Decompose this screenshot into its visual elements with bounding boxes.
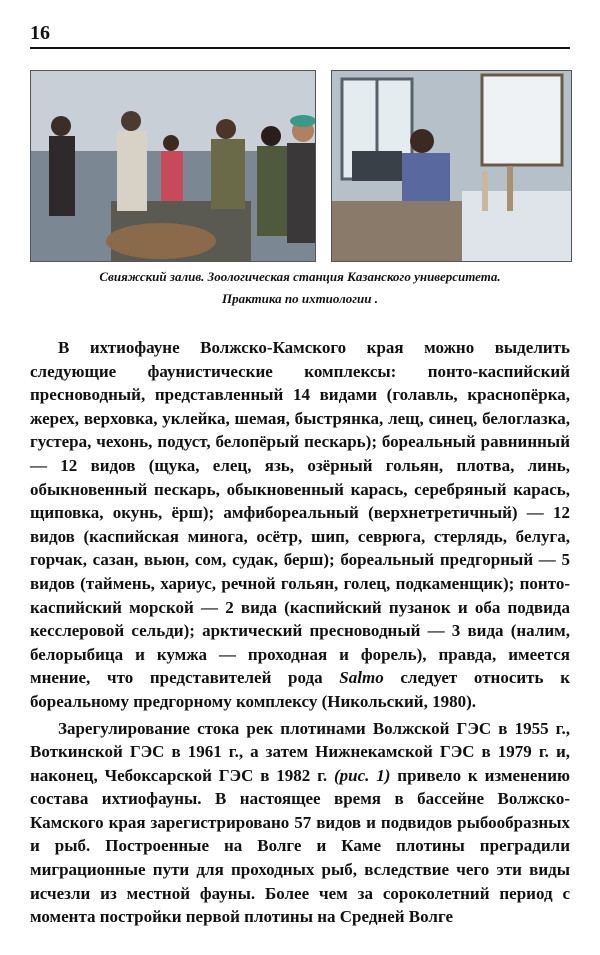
genus-name: Salmo	[339, 668, 384, 688]
figure-photos	[30, 70, 570, 260]
body-text	[30, 336, 570, 929]
page-number: 16	[30, 22, 50, 44]
paragraph-2-end: привело к изменению состава ихтиофауны. В настоящее время в бассейне Волжско-Камского края зарегистрировано 57 видов и подвидов рыбообразных и рыб. Построенные на Волге и Каме плотины преградили миграционные пути для проходных рыб, вследствие чего эти виды исчезли из местной фауны. Более чем за сороколетний период с момента постройки первой плотины на Средней Волге	[30, 765, 571, 927]
paragraph-1-end: следует относить к бореальному предгорному комплексу (Никольский, 1980).	[30, 668, 570, 711]
paragraph-2-text: Зарегулирование стока рек плотинами Волжской ГЭС в 1955 г., Воткинской ГЭС в 1961 г., а затем Нижнекамской ГЭС в 1979 г. и, наконец, Чебоксарской ГЭС в 1982 г.	[30, 718, 570, 785]
field-practice-illustration	[31, 71, 315, 261]
paragraph-2	[30, 717, 570, 929]
photo-lab-station	[331, 70, 572, 262]
caption-line-1: Свияжский залив. Зоологическая станция Казанского университета.	[99, 269, 501, 284]
figure-reference: (рис. 1)	[334, 765, 391, 785]
paragraph-1	[30, 336, 570, 714]
photo-field-practice	[30, 70, 316, 262]
header-rule	[30, 47, 570, 49]
lab-station-illustration	[332, 71, 571, 261]
paragraph-1-text: В ихтиофауне Волжско-Камского края можно выделить следующие фаунистические комплексы: понто-каспийский пресноводный, представленный 14 видами (голавль, краснопёрка, жерех, верховка, уклейка, шемая, быстрянка, лещ, синец, белоглазка, густера, чехонь, подуст, белопёрый пескарь); бореальный равнинный — 12 видов (щука, елец, язь, озёрный гольян, плотва, линь, обыкновенный пескарь, обыкновенный карась, серебряный карась, щиповка, окунь, ёрш); амфибореальный (верхнетретичный) — 12 видов (каспийская минога, осётр, шип, севрюга, стерлядь, белуга, горчак, сазан, вьюн, сом, судак, берш); бореальный предгорный — 5 видов (таймень, хариус, речной гольян, голец, подкаменщик); понто-каспийский морской — 2 вида (каспийский пузанок и оба подвида кесслеровой сельди); арктический пресноводный — 3 вида (налим, белорыбица и кумжа — проходная и форель), правда, имеется мнение, что представителей рода	[30, 338, 570, 688]
caption-line-2: Практика по ихтиологии .	[221, 291, 379, 306]
figure-caption	[40, 266, 560, 310]
